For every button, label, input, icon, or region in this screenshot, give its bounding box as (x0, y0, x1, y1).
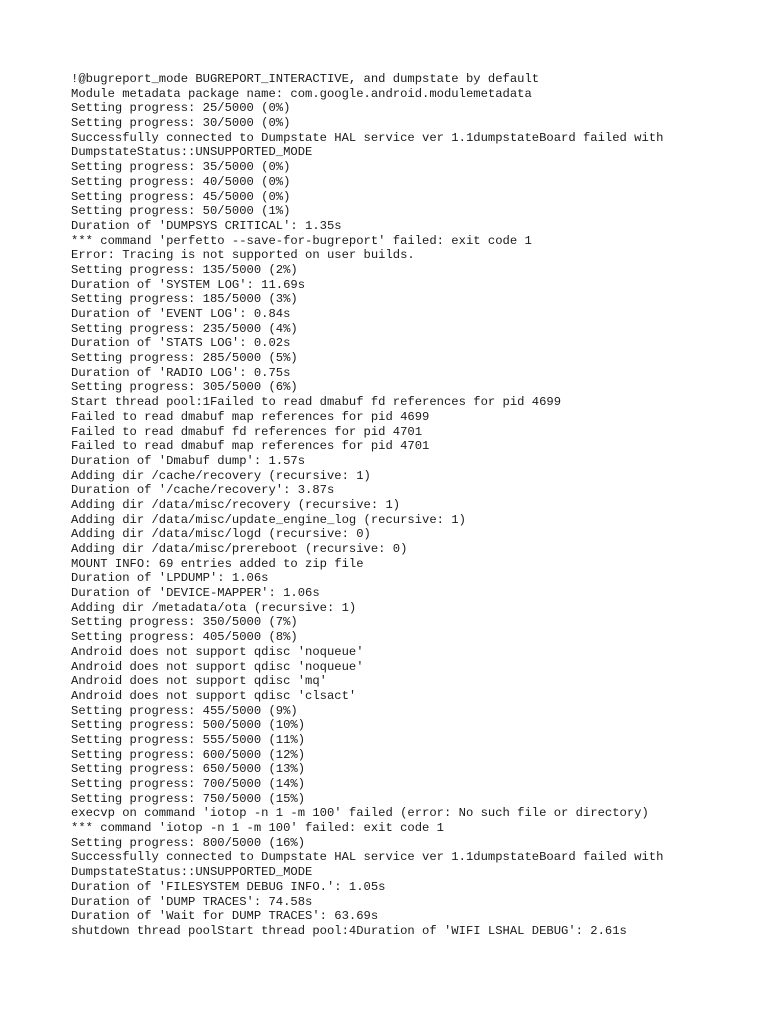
log-line: Setting progress: 135/5000 (2%) (71, 262, 298, 277)
log-line: Setting progress: 600/5000 (12%) (71, 747, 306, 762)
log-line: Setting progress: 650/5000 (13%) (71, 762, 306, 777)
log-line: Duration of 'RADIO LOG': 0.75s (71, 365, 291, 380)
log-line: Setting progress: 45/5000 (0%) (71, 189, 291, 204)
log-line: Setting progress: 285/5000 (5%) (71, 351, 298, 366)
log-line: Adding dir /data/misc/prereboot (recursive: 0) (71, 542, 408, 556)
log-line: Duration of 'DEVICE-MAPPER': 1.06s (71, 586, 320, 601)
log-line: Successfully connected to Dumpstate HAL service ver 1.1dumpstateBoard failed with (71, 130, 664, 145)
log-line: Duration of 'FILESYSTEM DEBUG INFO.': 1.05s (71, 879, 386, 894)
log-line: Duration of 'Dmabuf dump': 1.57s (71, 453, 306, 468)
log-line: Setting progress: 455/5000 (9%) (71, 703, 298, 718)
log-line: Setting progress: 555/5000 (11%) (71, 732, 306, 747)
log-line: Setting progress: 305/5000 (6%) (71, 380, 298, 395)
log-line: DumpstateStatus::UNSUPPORTED_MODE (71, 865, 313, 880)
log-line: Android does not support qdisc 'noqueue' (71, 644, 364, 659)
log-line: Setting progress: 185/5000 (3%) (71, 292, 298, 307)
log-line: Module metadata package name: com.google.android.modulemetadata (71, 86, 532, 101)
log-line: Failed to read dmabuf map references for pid 4699 (71, 409, 430, 424)
log-line: Adding dir /data/misc/update_engine_log (recursive: 1) (71, 512, 466, 527)
log-line: Setting progress: 35/5000 (0%) (71, 160, 291, 175)
log-line: Adding dir /data/misc/logd (recursive: 0) (71, 527, 371, 542)
log-line: Setting progress: 50/5000 (1%) (71, 204, 291, 219)
log-line: Duration of 'Wait for DUMP TRACES': 63.69s (71, 909, 379, 924)
log-line: Duration of 'SYSTEM LOG': 11.69s (71, 277, 306, 292)
log-line: Duration of 'DUMP TRACES': 74.58s (71, 894, 313, 909)
log-line: Failed to read dmabuf map references for pid 4701 (71, 439, 430, 454)
log-line: Setting progress: 700/5000 (14%) (71, 777, 306, 791)
log-line: Android does not support qdisc 'noqueue' (71, 659, 364, 674)
log-line: Error: Tracing is not supported on user builds. (71, 248, 415, 263)
log-line: Successfully connected to Dumpstate HAL service ver 1.1dumpstateBoard failed with (71, 850, 664, 865)
log-line: Duration of 'LPDUMP': 1.06s (71, 571, 269, 586)
log-line: Setting progress: 30/5000 (0%) (71, 116, 291, 131)
log-line: Android does not support qdisc 'clsact' (71, 688, 357, 703)
log-line: Failed to read dmabuf fd references for pid 4701 (71, 424, 423, 439)
log-line: Setting progress: 350/5000 (7%) (71, 615, 298, 630)
log-line: Android does not support qdisc 'mq' (71, 674, 327, 689)
log-line: Setting progress: 25/5000 (0%) (71, 101, 291, 116)
log-line: *** command 'iotop -n 1 -m 100' failed: exit code 1 (71, 821, 444, 836)
log-text-block (71, 72, 761, 939)
log-line: Duration of 'DUMPSYS CRITICAL': 1.35s (71, 218, 342, 233)
log-line: Start thread pool:1Failed to read dmabuf fd references for pid 4699 (71, 395, 562, 410)
log-line: Setting progress: 235/5000 (4%) (71, 321, 298, 336)
log-line: Adding dir /cache/recovery (recursive: 1) (71, 468, 371, 483)
log-line: DumpstateStatus::UNSUPPORTED_MODE (71, 145, 313, 160)
log-line: Adding dir /metadata/ota (recursive: 1) (71, 600, 357, 615)
log-line: execvp on command 'iotop -n 1 -m 100' failed (error: No such file or directory) (71, 806, 649, 821)
log-line: shutdown thread poolStart thread pool:4Duration of 'WIFI LSHAL DEBUG': 2.61s (71, 923, 627, 938)
log-line: *** command 'perfetto --save-for-bugreport' failed: exit code 1 (71, 233, 532, 248)
log-line: Setting progress: 500/5000 (10%) (71, 718, 306, 733)
log-line: Adding dir /data/misc/recovery (recursive: 1) (71, 497, 401, 512)
log-line: Setting progress: 40/5000 (0%) (71, 174, 291, 189)
log-line: Setting progress: 750/5000 (15%) (71, 791, 306, 806)
log-line: Duration of 'STATS LOG': 0.02s (71, 336, 291, 351)
log-line: !@bugreport_mode BUGREPORT_INTERACTIVE, and dumpstate by default (71, 72, 540, 86)
log-line: Duration of 'EVENT LOG': 0.84s (71, 307, 291, 321)
log-line: MOUNT INFO: 69 entries added to zip file (71, 556, 364, 571)
log-line: Duration of '/cache/recovery': 3.87s (71, 483, 335, 498)
log-line: Setting progress: 405/5000 (8%) (71, 630, 298, 645)
log-line: Setting progress: 800/5000 (16%) (71, 835, 306, 850)
